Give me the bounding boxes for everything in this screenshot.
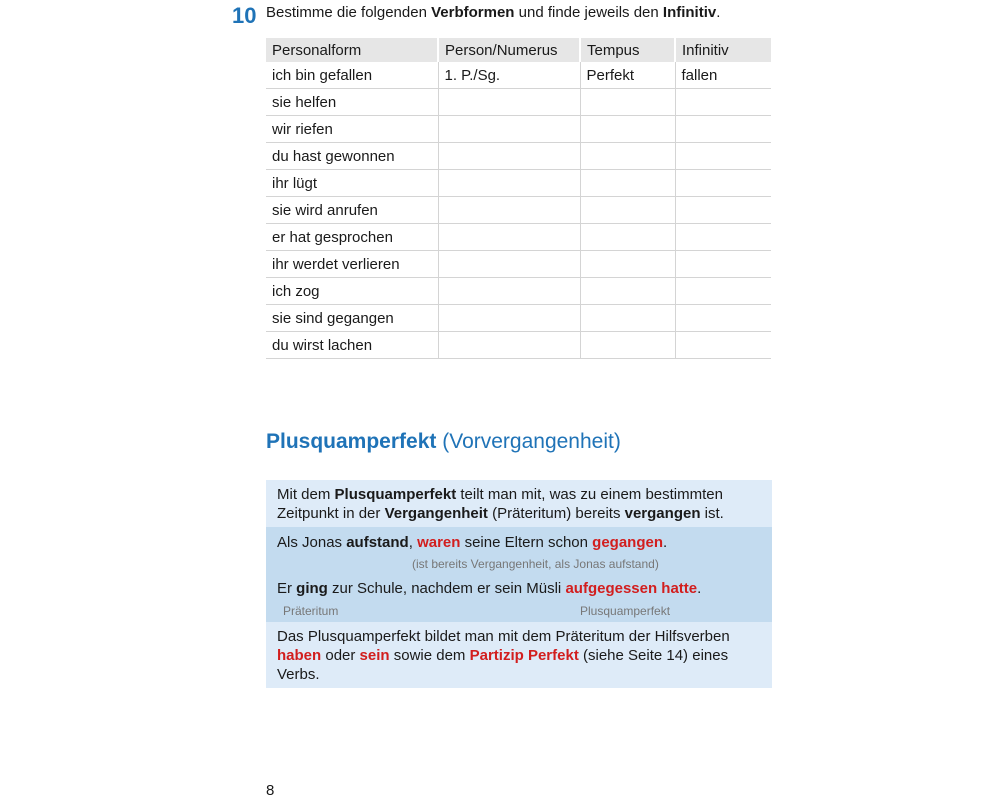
task-text-2: und finde jeweils den: [514, 4, 663, 21]
section-title-bold: Plusquamperfekt: [266, 430, 437, 453]
cell-infinitiv[interactable]: [675, 332, 771, 359]
cell-infinitiv[interactable]: [675, 170, 771, 197]
cell-tempus[interactable]: [580, 224, 675, 251]
rule-text-1: Das Plusquamperfekt bildet man mit dem Präteritum der Hilfsverben: [277, 628, 730, 645]
table-header-row: [266, 38, 771, 62]
cell-infinitiv[interactable]: [675, 143, 771, 170]
task-bold-verbformen: Verbformen: [431, 4, 515, 21]
ex1-text-3: seine Eltern schon: [460, 534, 593, 551]
table-row: [266, 251, 771, 278]
row-personalform: du wirst lachen: [266, 332, 438, 359]
section-title: [266, 430, 621, 454]
example-person-numerus: 1. P./Sg.: [438, 62, 580, 89]
ex1-bold-aufstand: aufstand: [346, 534, 409, 551]
rule-text-4: (siehe Seite 14) eines Verbs.: [277, 647, 729, 683]
cell-tempus[interactable]: [580, 170, 675, 197]
cell-tempus[interactable]: [580, 278, 675, 305]
cell-infinitiv[interactable]: [675, 116, 771, 143]
intro-bold-vergangen: vergangen: [624, 505, 701, 522]
section-title-rest: (Vorvergangenheit): [436, 430, 621, 453]
cell-person-numerus[interactable]: [438, 278, 580, 305]
rule-red-partizip-perfekt: Partizip Perfekt: [469, 647, 579, 664]
ex1-note: (ist bereits Vergangenheit, als Jonas aufstand): [412, 557, 659, 571]
rule-text-3: sowie dem: [389, 647, 470, 664]
ex1-text-4: .: [663, 534, 668, 551]
page-number: 8: [266, 782, 275, 799]
rule-red-haben: haben: [277, 647, 322, 664]
table-row: [266, 143, 771, 170]
cell-person-numerus[interactable]: [438, 305, 580, 332]
cell-infinitiv[interactable]: [675, 305, 771, 332]
row-personalform: du hast gewonnen: [266, 143, 438, 170]
example-infinitiv: fallen: [675, 62, 771, 89]
cell-infinitiv[interactable]: [675, 197, 771, 224]
header-infinitiv: Infinitiv: [675, 38, 771, 62]
ex2-text-2: zur Schule, nachdem er sein Müsli: [327, 580, 566, 597]
cell-person-numerus[interactable]: [438, 197, 580, 224]
ex1-red-gegangen: gegangen: [592, 534, 664, 551]
example-sentence-1: [277, 533, 667, 552]
ex2-text-3: .: [697, 580, 702, 597]
ex2-bold-ging: ging: [296, 580, 328, 597]
rule-box: [266, 622, 772, 688]
cell-tempus[interactable]: [580, 305, 675, 332]
row-personalform: er hat gesprochen: [266, 224, 438, 251]
cell-tempus[interactable]: [580, 197, 675, 224]
example-personalform: ich bin gefallen: [266, 62, 438, 89]
rule-red-sein: sein: [359, 647, 390, 664]
intro-text-4: ist.: [700, 505, 724, 522]
table-row: [266, 197, 771, 224]
table-row: [266, 89, 771, 116]
table-row: [266, 116, 771, 143]
row-personalform: sie helfen: [266, 89, 438, 116]
header-person-numerus: Person/Numerus: [438, 38, 580, 62]
intro-bold-plusquamperfekt: Plusquamperfekt: [334, 486, 457, 503]
row-personalform: wir riefen: [266, 116, 438, 143]
verb-table: [266, 38, 771, 359]
intro-text-1: Mit dem: [277, 486, 335, 503]
cell-person-numerus[interactable]: [438, 143, 580, 170]
table-row-example: [266, 62, 771, 89]
table-row: [266, 278, 771, 305]
cell-tempus[interactable]: [580, 332, 675, 359]
task-number: 10: [232, 3, 257, 28]
intro-text-3: (Präteritum) bereits: [487, 505, 625, 522]
row-personalform: sie wird anrufen: [266, 197, 438, 224]
intro-box: [266, 480, 772, 527]
task-bold-infinitiv: Infinitiv: [662, 4, 717, 21]
header-personalform: Personalform: [266, 38, 438, 62]
row-personalform: ich zog: [266, 278, 438, 305]
ex2-note-praeteritum: Präteritum: [283, 604, 339, 618]
example-box: [266, 527, 772, 622]
ex1-text-2: ,: [408, 534, 418, 551]
table-row: [266, 224, 771, 251]
task-text-1: Bestimme die folgenden: [266, 4, 432, 21]
cell-tempus[interactable]: [580, 116, 675, 143]
example-tempus: Perfekt: [580, 62, 675, 89]
cell-person-numerus[interactable]: [438, 224, 580, 251]
example-sentence-2: [277, 579, 701, 598]
intro-text-2: teilt man mit, was zu einem bestimmten Zeitpunkt in der: [277, 486, 723, 522]
ex2-note-plusquamperfekt: Plusquamperfekt: [580, 604, 671, 618]
ex2-red-aufgegessen-hatte: aufgegessen hatte: [565, 580, 698, 597]
cell-infinitiv[interactable]: [675, 278, 771, 305]
cell-person-numerus[interactable]: [438, 170, 580, 197]
cell-person-numerus[interactable]: [438, 251, 580, 278]
cell-tempus[interactable]: [580, 143, 675, 170]
header-tempus: Tempus: [580, 38, 675, 62]
cell-tempus[interactable]: [580, 89, 675, 116]
cell-infinitiv[interactable]: [675, 224, 771, 251]
table-row: [266, 305, 771, 332]
cell-tempus[interactable]: [580, 251, 675, 278]
cell-infinitiv[interactable]: [675, 89, 771, 116]
rule-text-2: oder: [321, 647, 360, 664]
cell-infinitiv[interactable]: [675, 251, 771, 278]
ex2-text-1: Er: [277, 580, 297, 597]
cell-person-numerus[interactable]: [438, 116, 580, 143]
ex1-red-waren: waren: [417, 534, 461, 551]
row-personalform: sie sind gegangen: [266, 305, 438, 332]
cell-person-numerus[interactable]: [438, 332, 580, 359]
cell-person-numerus[interactable]: [438, 89, 580, 116]
row-personalform: ihr lügt: [266, 170, 438, 197]
intro-bold-vergangenheit: Vergangenheit: [384, 505, 488, 522]
table-row: [266, 332, 771, 359]
table-row: [266, 170, 771, 197]
row-personalform: ihr werdet verlieren: [266, 251, 438, 278]
task-text-3: .: [716, 4, 721, 21]
task-instruction: [266, 4, 720, 22]
ex1-text-1: Als Jonas: [277, 534, 347, 551]
